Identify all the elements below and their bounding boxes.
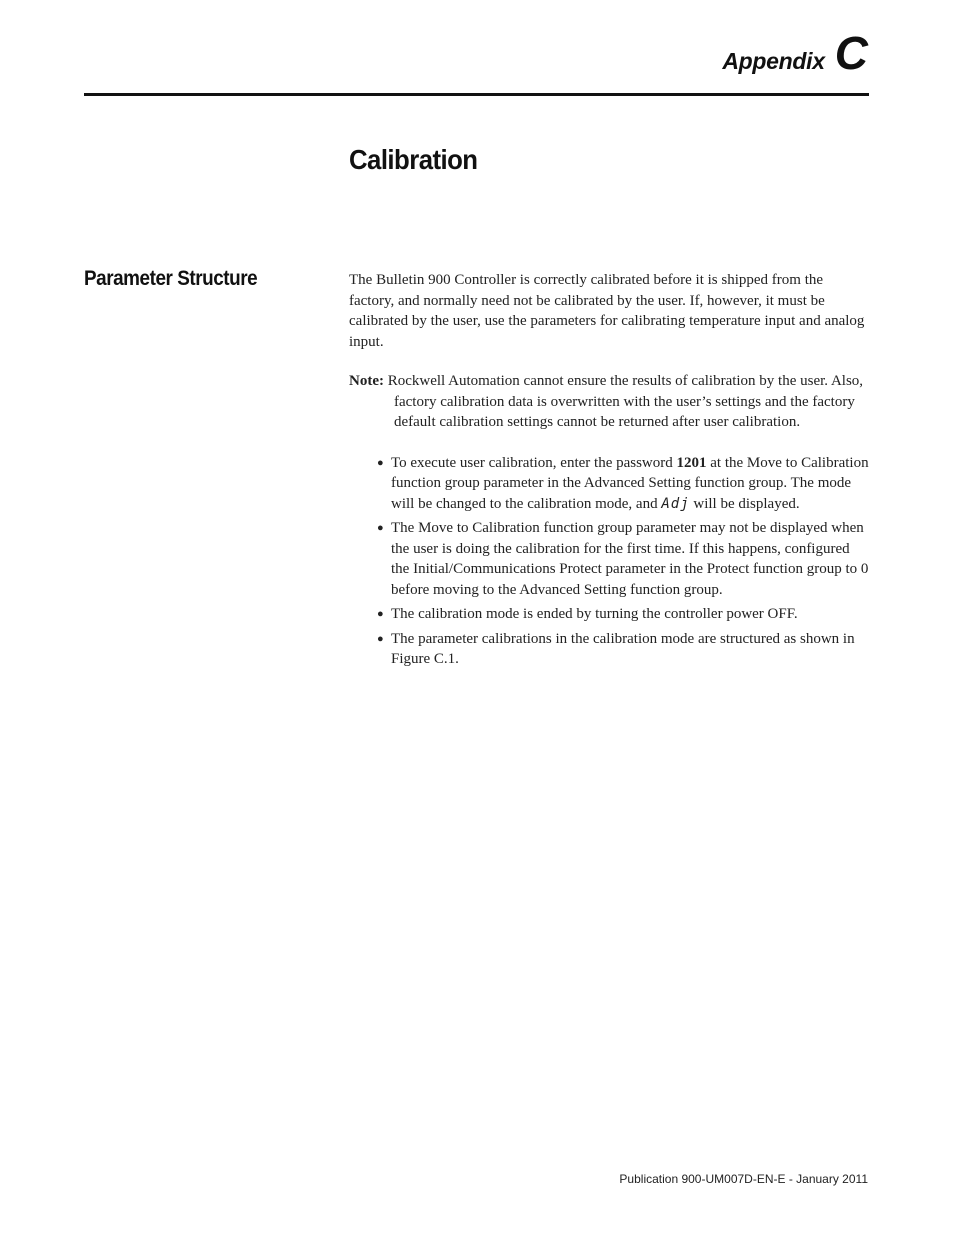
bullet-dot-icon: ● [377, 632, 384, 645]
bullet-text-before: To execute user calibration, enter the password [391, 454, 677, 471]
list-item [377, 518, 871, 600]
password-value: 1201 [676, 454, 707, 471]
bullet-text: The parameter calibrations in the calibration mode are structured as shown in Figure C.1. [391, 630, 855, 667]
note-block [349, 371, 871, 433]
bullet-text-middle: at the Move to Calibration function group parameter in the Advanced Setting function group. The mode will be changed to the calibration mode, and [391, 454, 869, 512]
bullet-list [349, 453, 871, 670]
body-column [349, 270, 871, 674]
appendix-header [722, 27, 868, 79]
chapter-title: Calibration [349, 144, 478, 175]
appendix-word: Appendix [722, 48, 825, 74]
list-item [377, 604, 871, 625]
list-item [377, 629, 871, 670]
footer-publication: Publication 900-UM007D-EN-E - January 2011 [619, 1172, 868, 1186]
bullet-dot-icon: ● [377, 608, 384, 620]
bullet-dot-icon: ● [377, 456, 384, 469]
bullet-text: The Move to Calibration function group parameter may not be displayed when the user is doing the calibration for the first time. If this happens, configured the Initial/Communications Protect parameter in the Protect function group to 0 before moving to the Advanced Setting function group. [391, 520, 869, 598]
appendix-letter: C [834, 27, 868, 79]
bullet-dot-icon: ● [377, 522, 384, 534]
note-label: Note: [349, 373, 384, 389]
header-rule [84, 93, 869, 96]
bullet-text: The calibration mode is ended by turning the controller power OFF. [391, 606, 798, 622]
intro-paragraph: The Bulletin 900 Controller is correctly calibrated before it is shipped from the factory, and normally need not be calibrated by the user. If, however, it must be calibrated by the user, use the parameters for calibrating temperature input and analog input. [349, 272, 865, 350]
bullet-text-after: will be displayed. [689, 495, 800, 512]
list-item [377, 453, 871, 515]
note-text: Rockwell Automation cannot ensure the results of calibration by the user. Also, factory calibration data is overwritten with the user’s settings and the factory default calibration settings cannot be returned after user calibration. [387, 373, 864, 430]
adj-display-code: Adj [661, 495, 690, 512]
section-heading: Parameter Structure [84, 267, 258, 290]
